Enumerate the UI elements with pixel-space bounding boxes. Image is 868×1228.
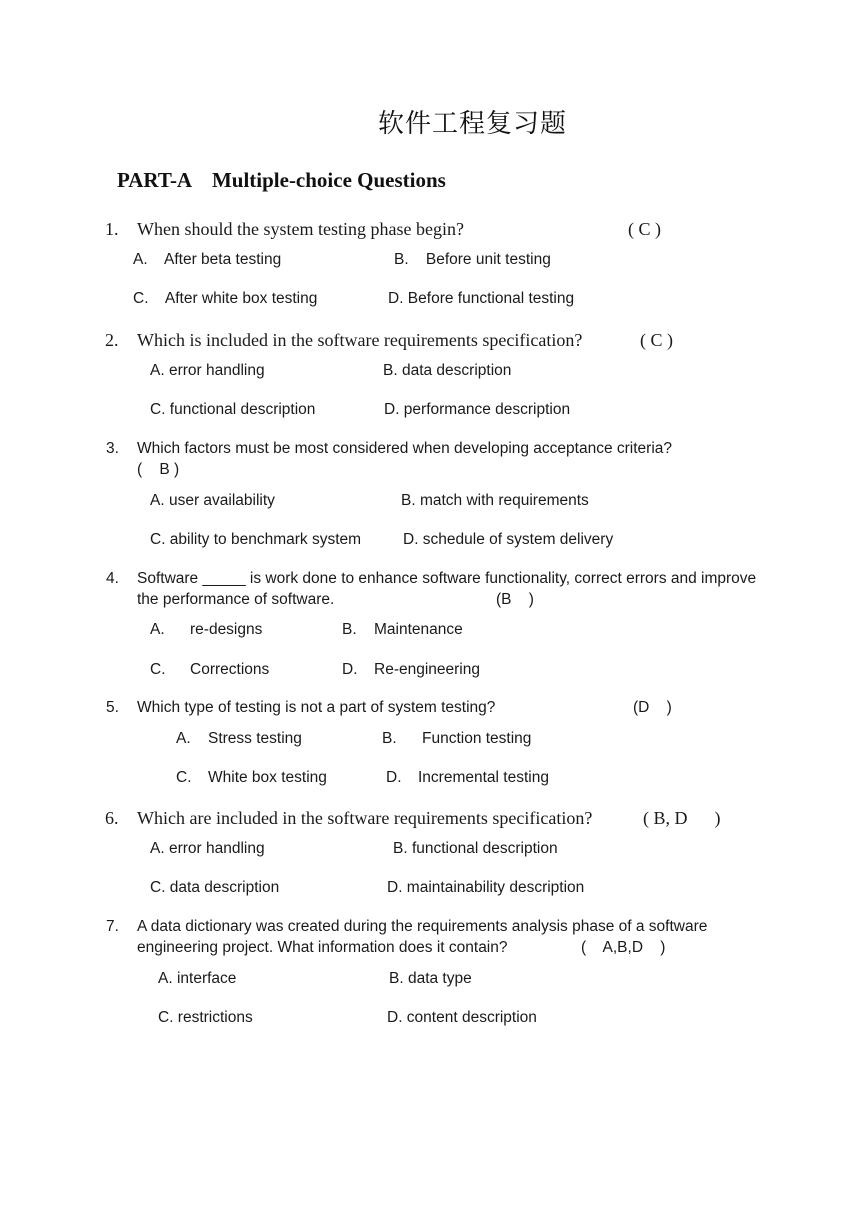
option-b: B. data type [389, 970, 472, 987]
question-text: When should the system testing phase begin? [137, 219, 464, 239]
option-b: B. functional description [393, 840, 558, 857]
option-d-label: D. [386, 769, 402, 786]
option-c: C. data description [150, 879, 280, 896]
option-d: D. content description [387, 1009, 537, 1026]
answer-label: ( C ) [640, 330, 673, 350]
option-b: Function testing [422, 730, 532, 747]
option-c: C. functional description [150, 401, 316, 418]
option-a: A. interface [158, 970, 237, 987]
option-a: A. After beta testing [133, 251, 282, 268]
question-text: Which type of testing is not a part of system testing? [137, 699, 496, 716]
question-number: 6. [105, 808, 119, 828]
question-number: 2. [105, 330, 119, 350]
document-title: 软件工程复习题 [378, 109, 568, 139]
option-d: D. performance description [384, 401, 571, 418]
question-text: Which are included in the software requirements specification? [137, 808, 593, 828]
question-number: 1. [105, 219, 119, 239]
answer-label: ( B ) [137, 461, 180, 478]
option-a: Stress testing [208, 730, 302, 747]
question-text-line-2: engineering project. What information does it contain? [137, 939, 508, 956]
answer-label: ( A,B,D ) [581, 939, 666, 956]
option-a-label: A. [150, 621, 165, 638]
option-a-label: A. [176, 730, 191, 747]
question-number: 3. [106, 440, 119, 457]
option-b-label: B. [382, 730, 397, 747]
option-c: White box testing [208, 769, 327, 786]
option-d: D. Before functional testing [388, 290, 575, 307]
option-c: Corrections [190, 661, 270, 678]
option-c-label: C. [150, 661, 166, 678]
option-c-label: C. [176, 769, 192, 786]
option-c: C. restrictions [158, 1009, 253, 1026]
option-d: D. maintainability description [387, 879, 585, 896]
answer-label: ( B, D ) [643, 808, 721, 828]
option-a: A. error handling [150, 840, 265, 857]
question-number: 5. [106, 699, 119, 716]
option-d-label: D. [342, 661, 358, 678]
option-d: Re-engineering [374, 661, 480, 678]
question-number: 4. [106, 570, 119, 587]
option-b: Maintenance [374, 621, 463, 638]
option-c: C. ability to benchmark system [150, 531, 362, 548]
option-b: B. Before unit testing [394, 251, 551, 268]
option-a: A. error handling [150, 362, 265, 379]
option-d: D. schedule of system delivery [403, 531, 614, 548]
option-b-label: B. [342, 621, 357, 638]
option-a: A. user availability [150, 492, 275, 509]
answer-label: ( C ) [628, 219, 661, 239]
question-text: Software _____ is work done to enhance software functionality, correct errors and improve [137, 570, 757, 587]
option-d: Incremental testing [418, 769, 549, 786]
question-text-line-2: the performance of software. [137, 591, 335, 608]
question-text: Which is included in the software requirements specification? [137, 330, 583, 350]
section-heading: PART-A Multiple-choice Questions [117, 168, 446, 192]
option-a: re-designs [190, 621, 263, 638]
answer-label: (D ) [633, 699, 672, 716]
option-b: B. data description [383, 362, 512, 379]
answer-label: (B ) [496, 591, 534, 608]
question-text: A data dictionary was created during the requirements analysis phase of a software [137, 918, 708, 935]
option-b: B. match with requirements [401, 492, 589, 509]
question-number: 7. [106, 918, 119, 935]
option-c: C. After white box testing [133, 290, 318, 307]
question-text: Which factors must be most considered when developing acceptance criteria? [137, 440, 673, 457]
